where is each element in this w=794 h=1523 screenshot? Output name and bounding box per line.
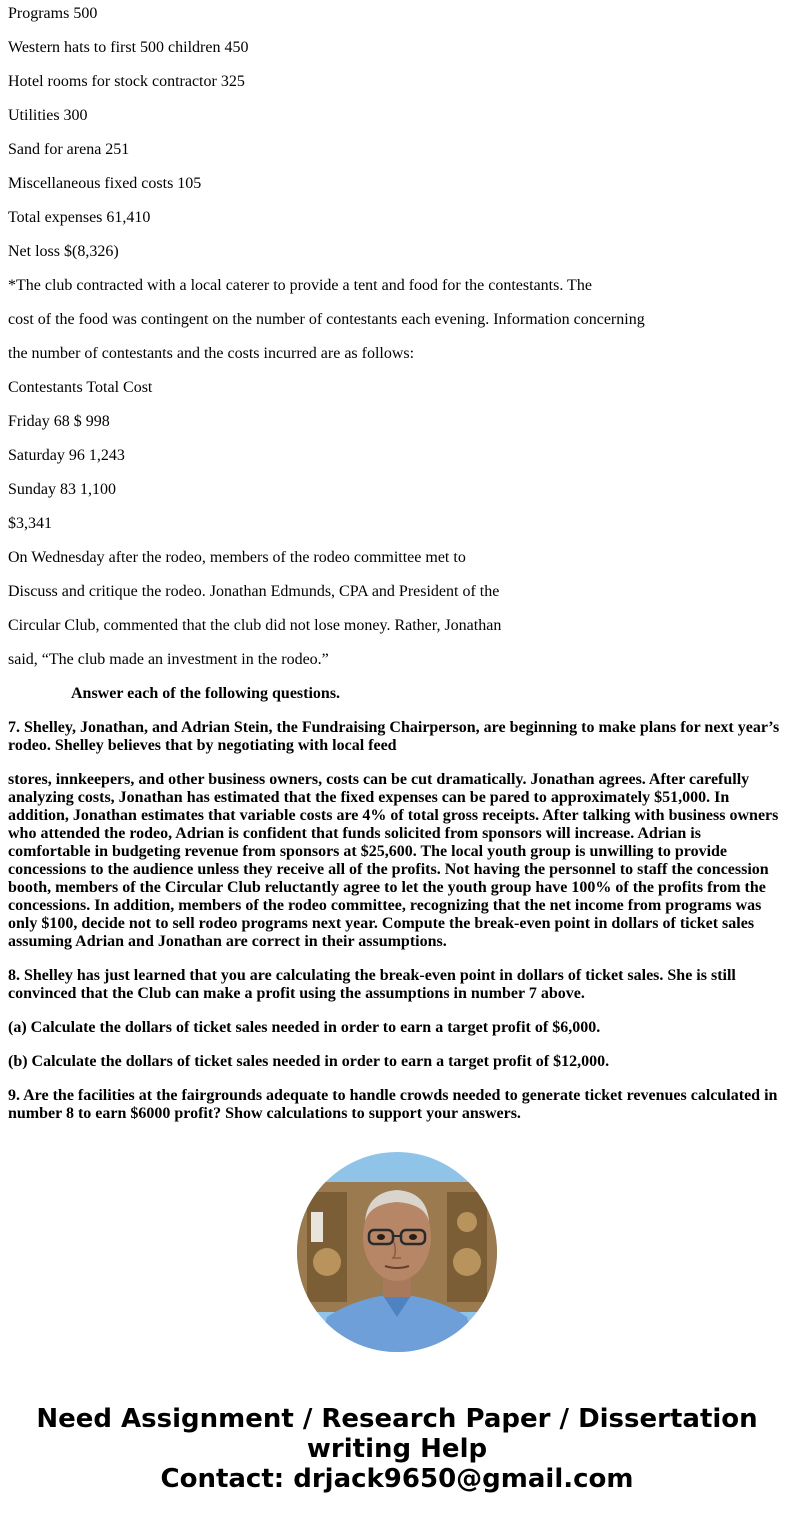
expense-line: Miscellaneous fixed costs 105	[8, 175, 202, 192]
total-expenses-line: Total expenses 61,410	[8, 209, 151, 226]
contestant-row-saturday: Saturday 96 1,243	[8, 447, 125, 464]
contestant-row-sunday: Sunday 83 1,100	[8, 481, 116, 498]
expense-line: Programs 500	[8, 5, 98, 22]
question-7-part-2: stores, innkeepers, and other business owners, costs can be cut dramatically. Jonathan agrees. After carefully analyzing costs, Jonathan has estimated that the fixed expenses can be pared to approximately $51,000. In addition, Jonathan estimates that variable costs are 4% of total gross receipts. After talking with business owners who attended the rodeo, Adrian is confident that funds solicited from sponsors will increase. Adrian is comfortable in budgeting revenue from sponsors at $25,600. The local youth group is unwilling to provide concessions to the audience unless they receive all of the profits. Not having the personnel to staff the concession booth, members of the Circular Club reluctantly agree to let the youth group have 100% of the profits from the concessions. In addition, members of the rodeo committee, recognizing that the net income from programs was only $100, decide not to sell rodeo programs next year. Compute the break-even point in dollars of ticket sales assuming Adrian and Jonathan are correct in their assumptions.	[8, 771, 779, 950]
promo-line-2: writing Help	[306, 1434, 488, 1464]
question-8b: (b) Calculate the dollars of ticket sales needed in order to earn a target profit of $12,000.	[8, 1053, 610, 1070]
caterer-note-line: cost of the food was contingent on the number of contestants each evening. Information concerning	[8, 311, 645, 328]
question-7-part-1: 7. Shelley, Jonathan, and Adrian Stein, the Fundraising Chairperson, are beginning to make plans for next year’s rodeo. Shelley believes that by negotiating with local feed	[8, 719, 780, 754]
expense-line: Utilities 300	[8, 107, 88, 124]
expense-line: Western hats to first 500 children 450	[8, 39, 249, 56]
meeting-line: Discuss and critique the rodeo. Jonathan Edmunds, CPA and President of the	[8, 583, 500, 600]
contestant-total: $3,341	[8, 515, 52, 532]
meeting-line: Circular Club, commented that the club did not lose money. Rather, Jonathan	[8, 617, 502, 634]
expense-line: Sand for arena 251	[8, 141, 130, 158]
caterer-note-line: *The club contracted with a local caterer to provide a tent and food for the contestants. The	[8, 277, 592, 294]
meeting-line: said, “The club made an investment in the rodeo.”	[8, 651, 329, 668]
instruction-heading: Answer each of the following questions.	[71, 685, 341, 702]
question-8: 8. Shelley has just learned that you are calculating the break-even point in dollars of ticket sales. She is still convinced that the Club can make a profit using the assumptions in number 7 above.	[8, 967, 736, 1002]
document-body	[8, 0, 786, 1139]
contestant-row-friday: Friday 68 $ 998	[8, 413, 110, 430]
net-loss-line: Net loss $(8,326)	[8, 243, 119, 260]
caterer-note-line: the number of contestants and the costs incurred are as follows:	[8, 345, 415, 362]
question-8a: (a) Calculate the dollars of ticket sales needed in order to earn a target profit of $6,000.	[8, 1019, 601, 1036]
contestant-table-header: Contestants Total Cost	[8, 379, 153, 396]
question-9: 9. Are the facilities at the fairgrounds adequate to handle crowds needed to generate ticket revenues calculated in number 8 to earn $6000 profit? Show calculations to support your answers.	[8, 1087, 778, 1122]
author-photo	[297, 1152, 497, 1352]
meeting-line: On Wednesday after the rodeo, members of the rodeo committee met to	[8, 549, 466, 566]
promo-banner	[0, 1404, 794, 1494]
promo-contact-line: Contact: drjack9650@gmail.com	[160, 1464, 634, 1494]
promo-line-1: Need Assignment / Research Paper / Dissertation	[36, 1404, 758, 1434]
portrait-image	[297, 1152, 497, 1352]
expense-line: Hotel rooms for stock contractor 325	[8, 73, 245, 90]
